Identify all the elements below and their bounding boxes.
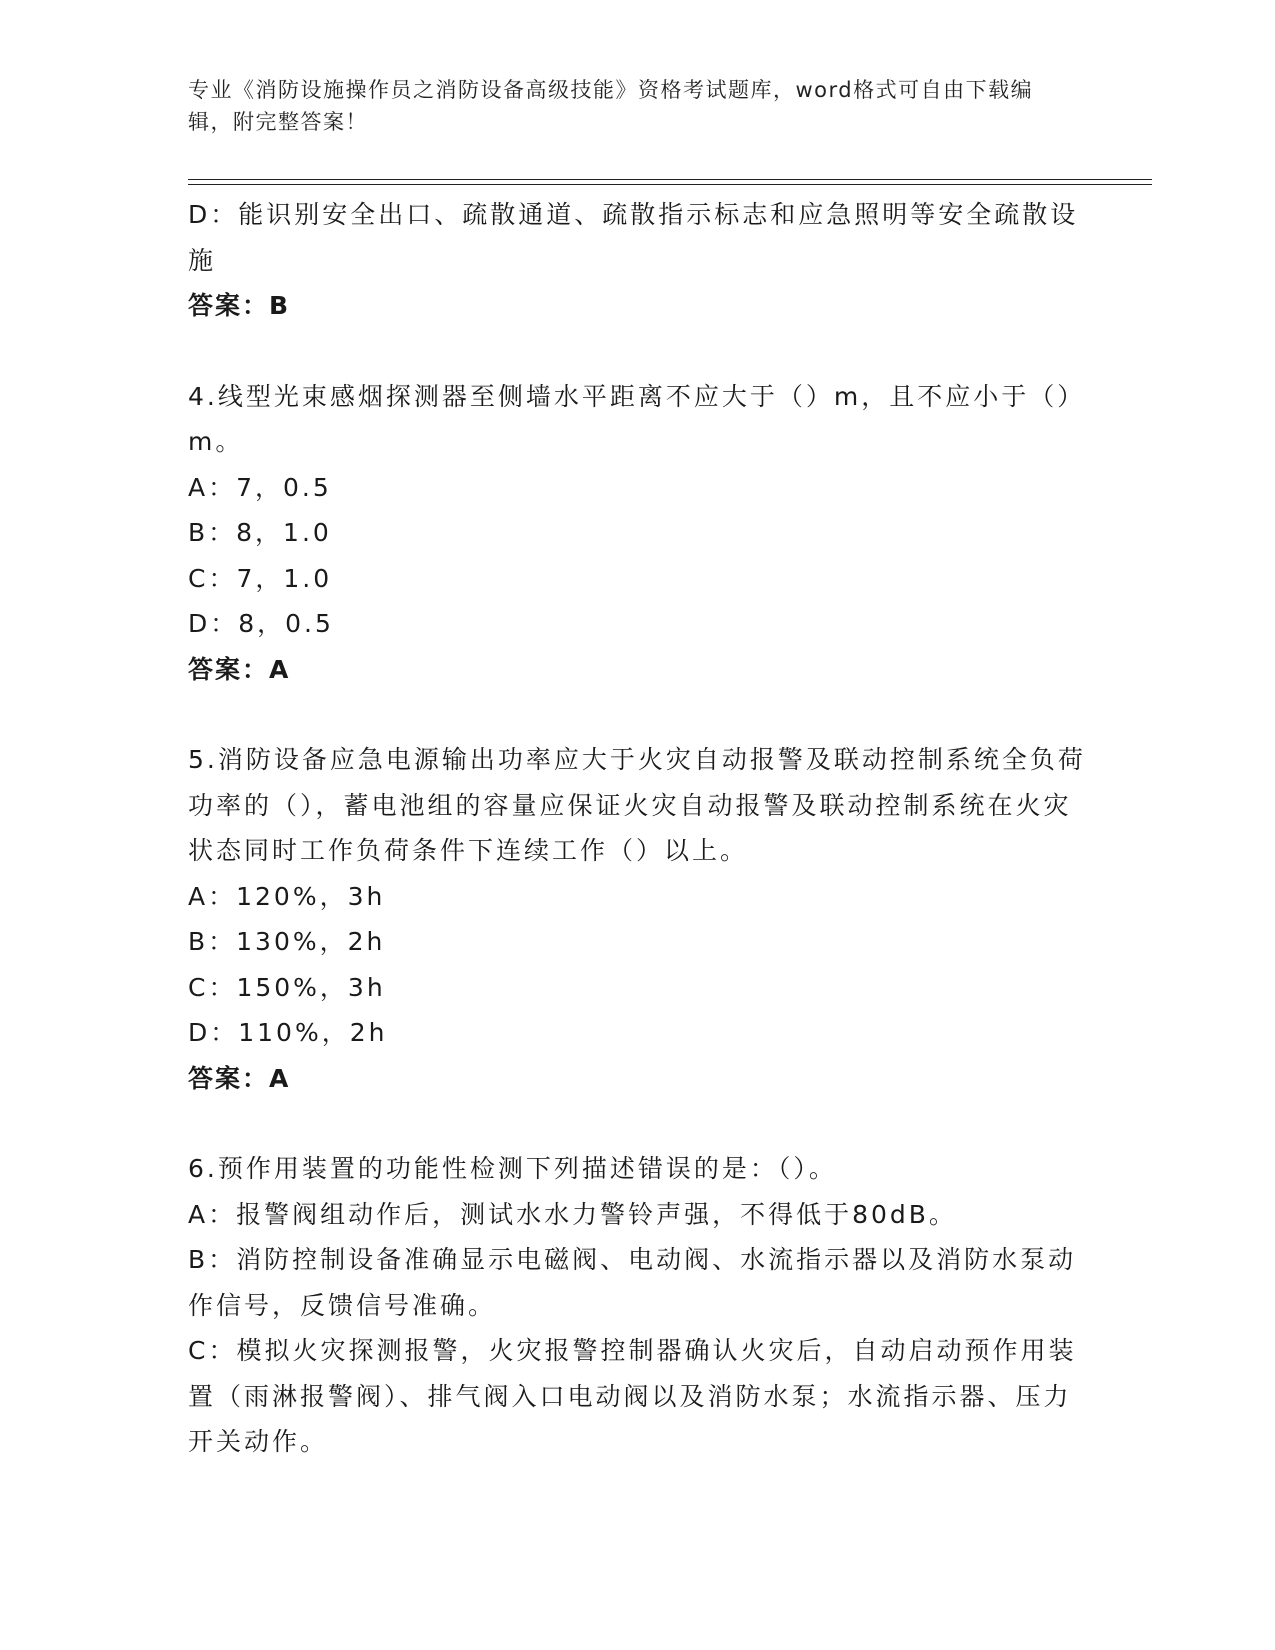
q4-option-c: C：7，1.0 <box>188 563 333 593</box>
document-header: 专业《消防设施操作员之消防设备高级技能》资格考试题库，word格式可自由下载编辑，附完整答案！ <box>188 78 1034 134</box>
q4-stem: 4.线型光束感烟探测器至侧墙水平距离不应大于（）m，且不应小于（）m。 <box>188 381 1086 456</box>
q6-option-a: A：报警阀组动作后，测试水水力警铃声强，不得低于80dB。 <box>188 1199 957 1229</box>
spacer <box>188 1101 1088 1146</box>
q4-answer: 答案：A <box>188 654 291 684</box>
question-content <box>188 192 1088 1465</box>
header-divider-bottom <box>188 184 1152 185</box>
q6-stem: 6.预作用装置的功能性检测下列描述错误的是：（）。 <box>188 1154 837 1183</box>
q5-option-c: C：150%，3h <box>188 972 386 1002</box>
q4-option-d: D：8，0.5 <box>188 609 334 638</box>
spacer <box>188 692 1088 737</box>
header-divider-top <box>188 179 1152 180</box>
q4-option-b: B：8，1.0 <box>188 518 332 547</box>
q5-option-d: D：110%，2h <box>188 1018 388 1047</box>
q5-stem: 5.消防设备应急电源输出功率应大于火灾自动报警及联动控制系统全负荷功率的（），蓄电池组的容量应保证火灾自动报警及联动控制系统在火灾状态同时工作负荷条件下连续工作（）以上。 <box>188 745 1086 865</box>
q3-option-d: D：能识别安全出口、疏散通道、疏散指示标志和应急照明等安全疏散设施 <box>188 200 1079 275</box>
q5-option-b: B：130%，2h <box>188 927 386 956</box>
q6-option-c: C：模拟火灾探测报警，火灾报警控制器确认火灾后，自动启动预作用装置（雨淋报警阀）、排气阀入口电动阀以及消防水泵；水流指示器、压力开关动作。 <box>188 1336 1077 1456</box>
q6-option-b: B：消防控制设备准确显示电磁阀、电动阀、水流指示器以及消防水泵动作信号，反馈信号准确。 <box>188 1245 1077 1320</box>
q5-answer: 答案：A <box>188 1063 291 1093</box>
q3-answer: 答案：B <box>188 291 291 320</box>
spacer <box>188 329 1088 374</box>
q5-option-a: A：120%，3h <box>188 881 386 911</box>
q4-option-a: A：7，0.5 <box>188 472 332 502</box>
